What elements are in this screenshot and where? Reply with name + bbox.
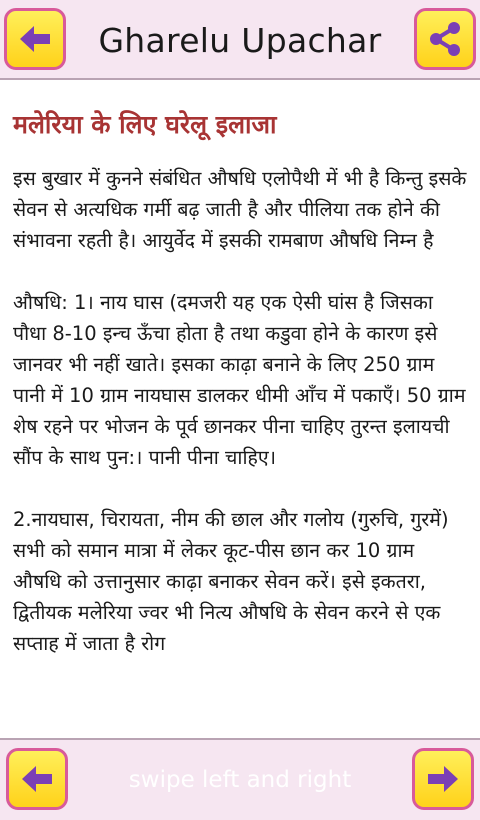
share-button[interactable] bbox=[414, 8, 476, 70]
article-content[interactable] bbox=[0, 82, 480, 736]
back-button[interactable] bbox=[4, 8, 66, 70]
app-title: Gharelu Upachar bbox=[98, 20, 382, 60]
article-title: मलेरिया के लिए घरेलू इलाजा bbox=[13, 110, 277, 139]
arrow-left-icon bbox=[18, 24, 52, 54]
article-paragraph: इस बुखार में कुनने संबंधित औषधि एलोपैथी में भी है किन्तु इसके सेवन से अत्यधिक गर्मी बढ़ जाती है और पीलिया तक होने की संभावना रहती है। आयुर्वेद में इसकी रामबाण औषधि निम्न है bbox=[13, 167, 467, 252]
article-paragraph: 2.नायघास, चिरायता, नीम की छाल और गलोय (गुरुचि, गुरमें) सभी को समान मात्रा में लेकर कूट-पीस छान कर 10 ग्राम औषधि को उत्तानुसार काढ़ा बनाकर सेवन करें। इसे इकतरा, द्वितीयक मलेरिया ज्वर भी नित्य औषधि के सेवन करने से एक सप्ताह में जाता है रोग bbox=[13, 508, 449, 655]
article-paragraph: औषधि: 1। नाय घास (दमजरी यह एक ऐसी घांस है जिसका पौधा 8-10 इन्च ऊँचा होता है तथा कडुवा होने के कारण इसे जानवर भी नहीं खाते। इसका काढ़ा बनाने के लिए 250 ग्राम पानी में 10 ग्राम नायघास डालकर धीमी आँच में पकाएँ। 50 ग्राम शेष रहने पर भोजन के पूर्व छानकर पीना चाहिए तुरन्त इलायची सौंप के साथ पुन:। पानी पीना चाहिए। bbox=[13, 291, 466, 469]
next-page-button[interactable] bbox=[412, 748, 474, 810]
previous-page-button[interactable] bbox=[6, 748, 68, 810]
app-header bbox=[0, 0, 480, 80]
app-footer bbox=[0, 738, 480, 820]
share-icon bbox=[425, 19, 465, 59]
arrow-left-icon bbox=[20, 764, 54, 794]
swipe-hint: swipe left and right bbox=[128, 767, 352, 793]
arrow-right-icon bbox=[426, 764, 460, 794]
